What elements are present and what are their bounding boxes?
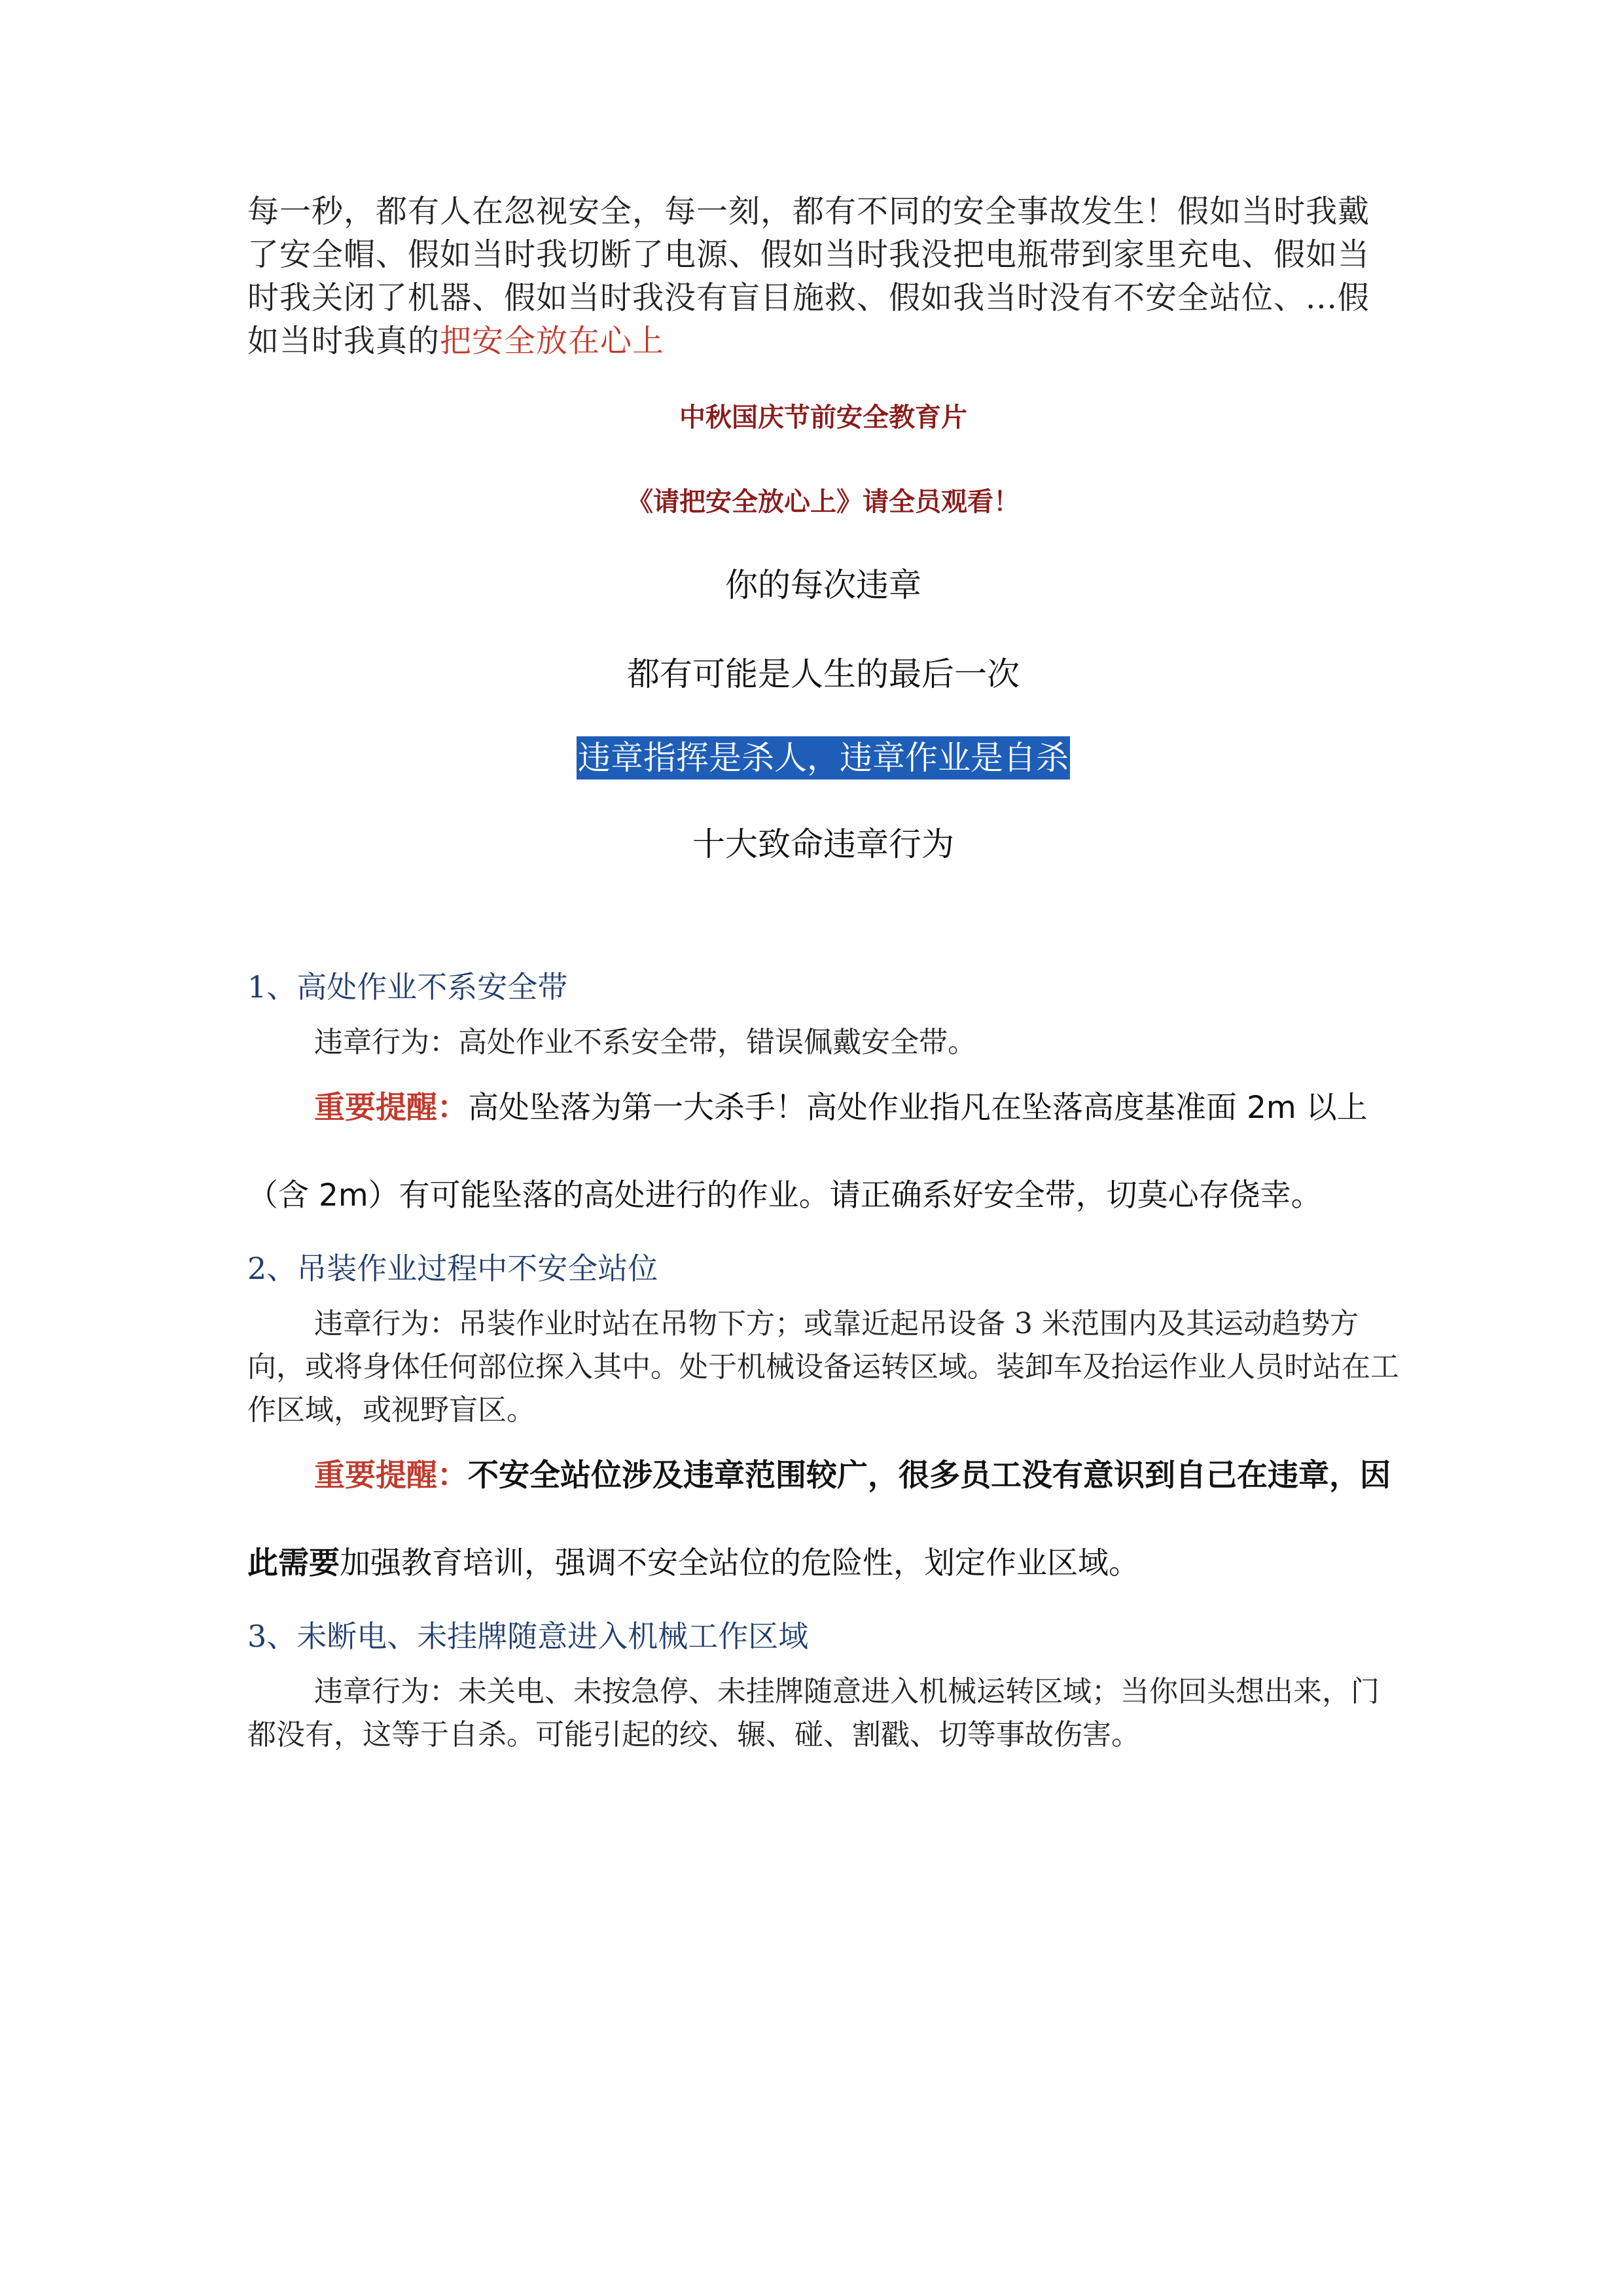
section-3-title: 3、未断电、未挂牌随意进入机械工作区域 (247, 1619, 809, 1654)
section-1-violation: 违章行为：高处作业不系安全带，错误佩戴安全带。 (314, 1026, 976, 1059)
intro-paragraph (247, 190, 1399, 363)
section-2-reminder-bold: 不安全站位涉及违章范围较广，很多员工没有意识到自己在违章，因此需要 (247, 1458, 1391, 1581)
slogan-line-3 (247, 732, 1399, 779)
video-title: 中秋国庆节前安全教育片 (679, 403, 967, 433)
section-2-reminder-text: 加强教育培训，强调不安全站位的危险性，划定作业区域。 (340, 1545, 1139, 1581)
slogan-line-2: 都有可能是人生的最后一次 (627, 655, 1020, 693)
video-subtitle: 《请把安全放心上》请全员观看！ (627, 487, 1020, 517)
document-page (247, 190, 1399, 1757)
section-3-violation: 违章行为：未关电、未按急停、未挂牌随意进入机械运转区域；当你回头想出来，门都没有，这等于自杀。可能引起的绞、辗、碰、割戳、切等事故伤害。 (247, 1675, 1380, 1751)
section-1-reminder-label: 重要提醒： (314, 1090, 468, 1126)
section-2-violation: 违章行为：吊装作业时站在吊物下方；或靠近起吊设备 3 米范围内及其运动趋势方向，或将身体任何部位探入其中。处于机械设备运转区域。装卸车及抬运作业人员时站在工作区域，或视野盲区。 (247, 1307, 1399, 1427)
intro-text: 每一秒，都有人在忽视安全，每一刻，都有不同的安全事故发生！假如当时我戴了安全帽、假如当时我切断了电源、假如当时我没把电瓶带到家里充电、假如当时我关闭了机器、假如当时我没有盲目施救、假如我当时没有不安全站位、...假如当时我真的 (247, 193, 1370, 359)
slogan-highlight: 违章指挥是杀人，违章作业是自杀 (577, 736, 1070, 780)
section-2-reminder (247, 1432, 1399, 1607)
intro-highlight: 把安全放在心上 (440, 323, 665, 359)
section-1-reminder (247, 1064, 1399, 1240)
slogan-line-1: 你的每次违章 (725, 566, 921, 604)
section-1-reminder-text: 高处坠落为第一大杀手！高处作业指凡在坠落高度基准面 2m 以上（含 2m）有可能坠落的高处进行的作业。请正确系好安全带，切莫心存侥幸。 (247, 1090, 1368, 1213)
section-2-reminder-label: 重要提醒： (314, 1458, 468, 1494)
section-1-title: 1、高处作业不系安全带 (247, 969, 568, 1005)
section-2-title: 2、吊装作业过程中不安全站位 (247, 1251, 658, 1286)
slogan-heading: 十大致命违章行为 (692, 825, 954, 863)
